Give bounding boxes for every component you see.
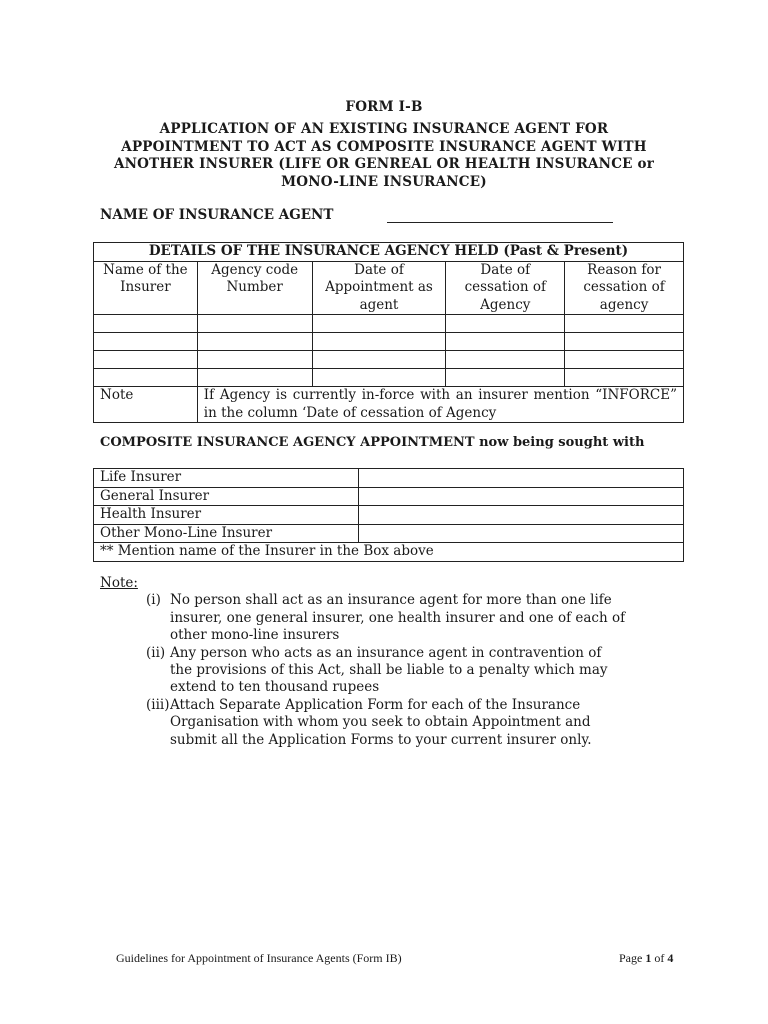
table-cell[interactable] (565, 333, 684, 351)
table-row (94, 487, 684, 506)
note-line: other mono-line insurers (170, 627, 340, 644)
note-number: (ii) (146, 644, 166, 661)
table-cell[interactable] (446, 369, 565, 387)
table-cell[interactable] (94, 369, 198, 387)
composite-insurer-table (93, 468, 684, 562)
column-header: Agency code Number (197, 261, 312, 315)
table-row (94, 469, 684, 488)
form-title-line: MONO-LINE INSURANCE) (281, 173, 487, 190)
column-header: Date of Appointment as agent (312, 261, 446, 315)
notes-heading: Note: (100, 575, 138, 591)
form-title-line: ANOTHER INSURER (LIFE OR GENREAL OR HEALTH INSURANCE or (113, 156, 655, 172)
note-line: Organisation with whom you seek to obtain Appointment and (170, 714, 591, 731)
column-header: Name of the Insurer (94, 261, 198, 315)
note-number: (i) (146, 592, 161, 609)
insurer-footnote: ** Mention name of the Insurer in the Box above (94, 543, 684, 562)
table-cell[interactable] (565, 351, 684, 369)
table-cell[interactable] (446, 351, 565, 369)
table-row (94, 369, 684, 387)
table-cell[interactable] (94, 315, 198, 333)
column-header: Reason for cessation of agency (565, 261, 684, 315)
table-cell[interactable] (94, 333, 198, 351)
page-word: Page (619, 951, 646, 965)
composite-heading-bold: COMPOSITE INSURANCE AGENCY APPOINTMENT (100, 435, 475, 450)
table-cell[interactable] (197, 369, 312, 387)
form-title-line: APPOINTMENT TO ACT AS COMPOSITE INSURANCE AGENT WITH (121, 138, 647, 155)
note-text: If Agency is currently in-force with an insurer mention “INFORCE” in the column ‘Date of cessation of Agency (197, 387, 683, 423)
column-header: Date of cessation of Agency (446, 261, 565, 315)
table-cell[interactable] (197, 351, 312, 369)
table-cell[interactable] (565, 369, 684, 387)
agent-name-field[interactable] (387, 222, 613, 223)
page-number (619, 951, 673, 966)
table-cell[interactable] (446, 315, 565, 333)
note-label: Note (94, 387, 198, 423)
footer-guidelines: Guidelines for Appointment of Insurance Agents (Form IB) (116, 951, 402, 965)
table-row (94, 315, 684, 333)
note-item (100, 592, 678, 644)
insurer-name-field[interactable] (358, 524, 683, 543)
table-cell[interactable] (312, 315, 446, 333)
page-current: 1 (645, 951, 652, 965)
table-cell[interactable] (312, 351, 446, 369)
table-cell[interactable] (312, 369, 446, 387)
table-row (94, 333, 684, 351)
page-of: of (651, 951, 668, 965)
insurer-name-field[interactable] (358, 506, 683, 525)
note-line: insurer, one general insurer, one health insurer and one of each of (170, 609, 626, 626)
insurer-name-field[interactable] (358, 469, 683, 488)
table-cell[interactable] (94, 351, 198, 369)
note-line: the provisions of this Act, shall be liable to a penalty which may (170, 662, 608, 679)
insurer-name-field[interactable] (358, 487, 683, 506)
note-line: No person shall act as an insurance agent for more than one life (170, 592, 612, 609)
table-cell[interactable] (565, 315, 684, 333)
note-item (100, 645, 678, 697)
table-cell[interactable] (312, 333, 446, 351)
note-item (100, 697, 678, 749)
table-cell[interactable] (446, 333, 565, 351)
table-row (94, 351, 684, 369)
table-row (94, 543, 684, 562)
composite-heading (100, 435, 644, 450)
table-cell[interactable] (197, 333, 312, 351)
agency-table-heading: DETAILS OF THE INSURANCE AGENCY HELD (Past & Present) (94, 243, 684, 262)
form-title (0, 121, 768, 191)
note-number: (iii) (146, 696, 170, 713)
note-line: extend to ten thousand rupees (170, 679, 380, 696)
note-line: submit all the Application Forms to your current insurer only. (170, 731, 592, 748)
table-row (94, 524, 684, 543)
composite-heading-rest: now being sought with (474, 435, 645, 450)
insurer-type-label: Health Insurer (94, 506, 359, 525)
note-line: Any person who acts as an insurance agent in contravention of (170, 644, 602, 661)
agent-name-label: NAME OF INSURANCE AGENT (100, 207, 334, 223)
form-id: FORM I-B (345, 99, 423, 115)
notes-section (100, 575, 678, 749)
table-row (94, 506, 684, 525)
agency-details-table (93, 242, 684, 423)
table-cell[interactable] (197, 315, 312, 333)
page-total: 4 (667, 951, 674, 965)
form-title-line: APPLICATION OF AN EXISTING INSURANCE AGENT FOR (159, 121, 609, 137)
insurer-type-label: Life Insurer (94, 469, 359, 488)
note-line: Attach Separate Application Form for each of the Insurance (170, 696, 581, 713)
insurer-type-label: Other Mono-Line Insurer (94, 524, 359, 543)
insurer-type-label: General Insurer (94, 487, 359, 506)
